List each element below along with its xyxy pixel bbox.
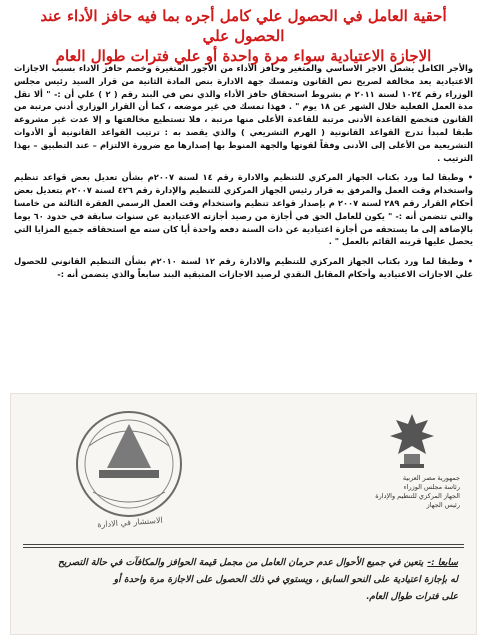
scanned-document-excerpt <box>10 393 477 635</box>
bullet-paragraph-1 <box>14 171 473 248</box>
gov-line-1: جمهورية مصر العربية <box>402 474 460 482</box>
paragraph-intro: والأجر الكامل يشمل الاجر الاساسي والمتغير وحافز الأداء من الأجور المتغيرة وخصم حافز الاداء بسبب الاجازات الاعتيادية يعد مخالفة لصريح نص القانون وتمسك جهة الادارة بنص المادة الثانية من قرار السيد رئيس مجلس الوزراء رقم ١٠٢٤ لسنة ٢٠١١ م بشروط استحقاق حافز الأداء والذي نص في البند رقم ( ٢ ) علي أن :- " ألا تقل مدة العمل الفعلية خلال الشهر عن ١٨ يوم " . فهذا تمسك في غير موضعه ، كما أن القرار الوزاري أدني مرتبة من القانون فتخضع القاعدة الأدنى مرتبة للقاعدة الأعلى منها مرتبة ، فلا تستطيع مخالفتها و إلا عدت غير مشروعة طبقا لمبدأ تدرج القواعد القانونية ( الهرم التشريعي ) والذي يقصد به : ترتيب القواعد القانونية أو الأدوات التشريعية من الأعلى إلى الأدنى وفقاً لقوتها والجهة المنوط بها إصدارها مع ضرورة الالتزام – عند التطبيق – بهذا الترتيب . <box>14 63 473 163</box>
bullet-paragraph-2 <box>14 255 473 281</box>
title-line-1: أحقية العامل في الحصول علي كامل أجره بما فيه حافز الأداء عند الحصول علي <box>40 7 447 45</box>
clause-lead: سابعا :- <box>427 557 458 568</box>
bullet-text-2: وطبقا لما ورد بكتاب الجهاز المركزي للتنظيم والادارة رقم ١٢ لسنة ٢٠١٠م بشأن التنظيم القانوني للحصول علي الاجازات الاعتيادية وأحكام المقابل النقدي لرصيد الاجازات المتبقية البند سابعاً والذي يتضمن أنه :- <box>14 256 473 279</box>
clause-line-2: له بإجازة اعتيادية على النحو السابق ، ويستوي في ذلك الحصول على الاجازة مرة واحدة أو <box>113 574 458 585</box>
government-header <box>350 474 460 510</box>
gov-line-2: رئاسة مجلس الوزراء <box>403 483 460 491</box>
divider-line <box>23 544 464 545</box>
clause-text-1: يتعين في جميع الأحوال عدم حرمان العامل من مجمل قيمة الحوافز والمكافآت في حالة التصريح <box>57 557 424 568</box>
bullet-icon: • <box>467 172 473 183</box>
clause-line-3: على فترات طوال العام. <box>366 591 458 602</box>
organization-logo-icon <box>69 406 189 521</box>
document-body <box>14 62 473 288</box>
document-title <box>14 6 473 66</box>
bullet-text-1: وطبقا لما ورد بكتاب الجهاز المركزي للتنظيم والادارة رقم ١٤ لسنة ٢٠٠٧م بشأن تعديل بعض قواعد تنظيم واستخدام وقت العمل والمرفق به قرار رئيس الجهاز المركزي للتنظيم والإدارة رقم ٤٢٦ لسنة ٢٠٠٧م بتعديل بعض أحكام القرار رقم ٢٨٩ لسنة ٢٠٠٧ م بإصدار قواعد تنظيم واستخدام وقت العمل الرسمي الفقرة الثالثة من خامسا والتي تتضمن أنه :- " يكون للعامل الحق في أجازة من رصيد أجازته الاعتيادية عن سنوات سابقة في حدود ٦٠ يوما بالإضافة إلى ما يستحقه من أجازة اعتيادية عن ذات السنة دفعه واحدة أيا كان سنه مع استحقاقه جميع المزايا التي يحصل عليها قرينه القائم بالعمل " . <box>14 172 473 247</box>
gov-line-4: رئيس الجهاز <box>426 501 460 509</box>
eagle-emblem-icon <box>386 410 438 472</box>
divider-line <box>23 547 464 548</box>
bullet-icon: • <box>467 256 473 267</box>
logo-caption: الاستشار في الادارة <box>96 515 163 530</box>
clause-line-1 <box>29 554 458 571</box>
title-line-2: الاجازة الاعتيادية سواء مرة واحدة أو علي فترات طوال العام <box>55 47 432 65</box>
gov-line-3: الجهاز المركزي للتنظيم والإدارة <box>375 492 460 500</box>
scanned-clause <box>29 554 458 605</box>
